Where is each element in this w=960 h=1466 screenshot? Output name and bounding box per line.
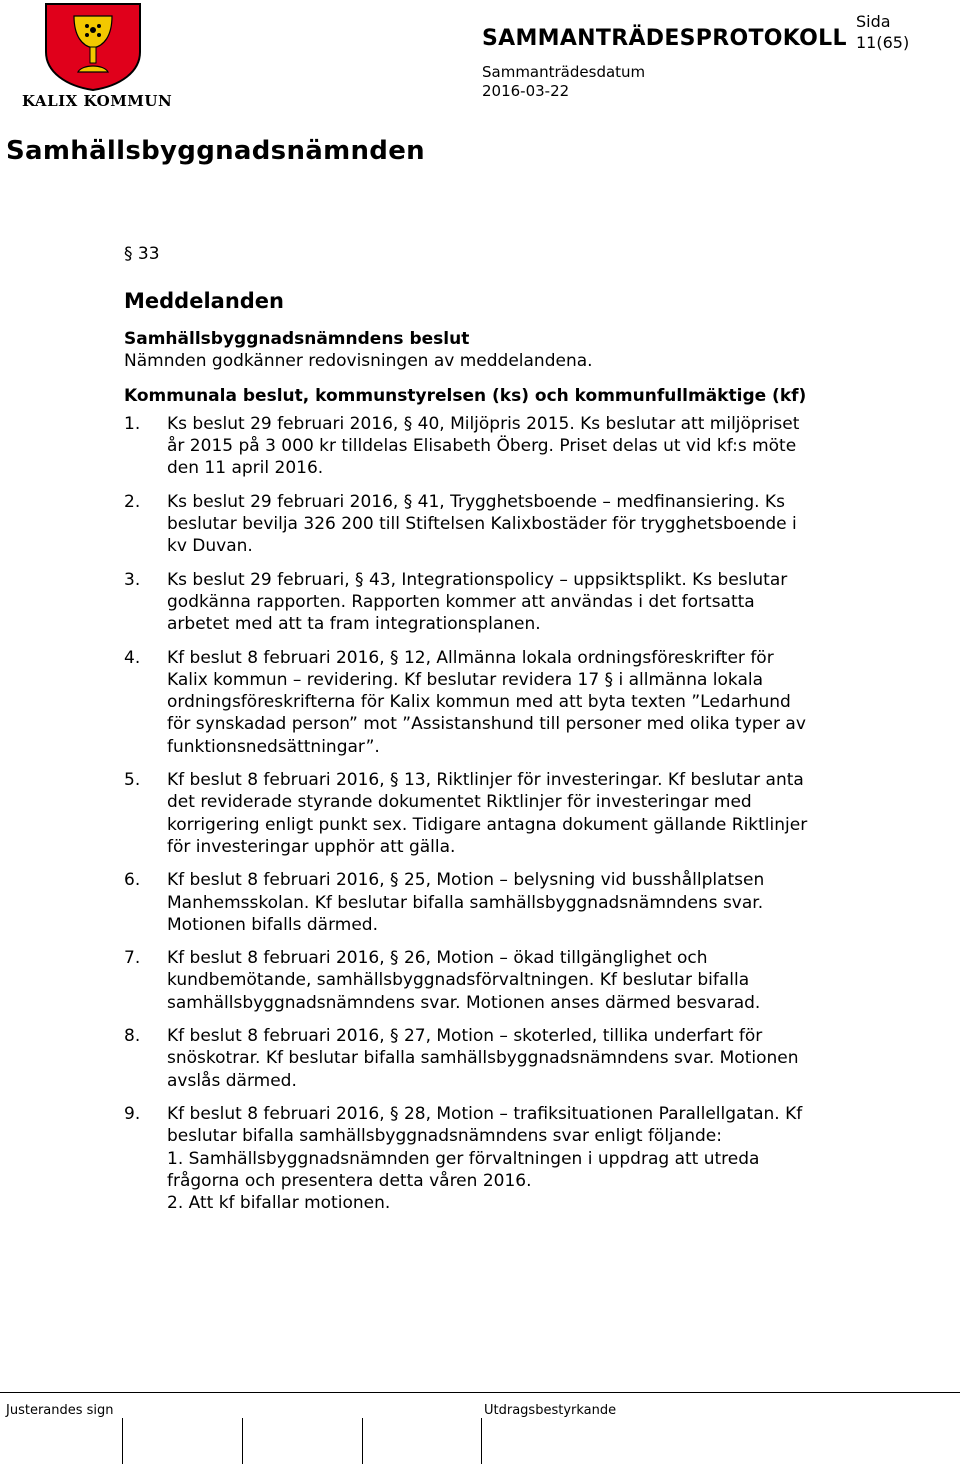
meeting-date-label: Sammanträdesdatum [482, 63, 646, 81]
kalix-kommun-logo [10, 0, 173, 112]
list-item-subpoint: 2. Att kf bifallar motionen. [167, 1193, 391, 1214]
list-item-number: 4. [124, 647, 141, 668]
list-item-text: Kf beslut 8 februari 2016, § 25, Motion – belysning vid busshållplatsen Manhemsskolan. Kf beslutar bifalla samhällsbyggnadsnämndens svar. Motionen bifalls därmed. [167, 870, 765, 935]
coat-of-arms-icon [40, 2, 150, 92]
list-item [124, 413, 814, 480]
page-number: 11(65) [856, 33, 910, 52]
decision-heading: Samhällsbyggnadsnämndens beslut [124, 329, 470, 349]
list-item-number: 5. [124, 770, 141, 791]
footer-divider [0, 1392, 960, 1393]
list-item [124, 769, 814, 858]
list-item [124, 569, 814, 636]
list-item-number: 1. [124, 413, 141, 434]
list-item-number: 2. [124, 491, 141, 512]
list-item [124, 1103, 814, 1214]
list-item-text: Ks beslut 29 februari 2016, § 40, Miljöpris 2015. Ks beslutar att miljöpriset år 2015 på 3 000 kr tilldelas Elisabeth Öberg. Priset delas ut vid kf:s möte den 11 april 2016. [167, 413, 800, 479]
list-item-text: Kf beslut 8 februari 2016, § 26, Motion – ökad tillgänglighet och kundbemötande, samhällsbyggnadsförvaltningen. Kf beslutar bifalla samhällsbyggnadsnämndens svar. Motionen anses därmed besvarad. [167, 948, 761, 1013]
list-item-text: Kf beslut 8 februari 2016, § 12, Allmänna lokala ordningsföreskrifter för Kalix kommun – revidering. Kf beslutar revidera 17 § i allmänna lokala ordningsföreskrifterna för Kalix kommun med att byta texten ”Ledarhund för synskadad person” mot ”Assistanshund till personer med olika typer av funktionsnedsättningar”. [167, 647, 806, 757]
signature-box-divider [481, 1418, 482, 1464]
list-item-number: 6. [124, 870, 141, 891]
paragraph-number: § 33 [124, 244, 160, 264]
list-item [124, 869, 814, 936]
list-item-text: Kf beslut 8 februari 2016, § 13, Riktlinjer för investeringar. Kf beslutar anta det reviderade styrande dokumentet Riktlinjer för investeringar med korrigering enligt punkt sex. Tidigare antagna dokument gällande Riktlinjer för investeringar upphör att gälla. [167, 770, 808, 857]
document-title: SAMMANTRÄDESPROTOKOLL [482, 26, 847, 51]
section-title: Meddelanden [124, 289, 284, 313]
justerandes-sign-label: Justerandes sign [6, 1403, 114, 1418]
meeting-date: 2016-03-22 [482, 82, 570, 100]
list-item-text: Kf beslut 8 februari 2016, § 28, Motion – trafiksituationen Parallellgatan. Kf beslutar bifalla samhällsbyggnadsnämndens svar enligt följande: [167, 1103, 803, 1147]
list-item [124, 947, 814, 1014]
signature-box-divider [242, 1418, 243, 1464]
decision-list [124, 413, 814, 1215]
utdragsbestyrkande-label: Utdragsbestyrkande [484, 1403, 617, 1418]
logo-text: KALIX KOMMUN [22, 92, 173, 110]
page-label: Sida [856, 12, 891, 31]
signature-box-divider [362, 1418, 363, 1464]
list-item-number: 3. [124, 569, 141, 590]
list-item-subpoint: 1. Samhällsbyggnadsnämnden ger förvaltningen i uppdrag att utreda frågorna och presentera detta våren 2016. [167, 1148, 760, 1191]
section-body [124, 286, 814, 1225]
list-item [124, 1025, 814, 1092]
list-item-number: 9. [124, 1103, 141, 1124]
signature-box-divider [122, 1418, 123, 1464]
organization-name: Samhällsbyggnadsnämnden [6, 136, 425, 166]
list-item-number: 8. [124, 1026, 141, 1047]
list-item-number: 7. [124, 948, 141, 969]
list-item-text: Kf beslut 8 februari 2016, § 27, Motion – skoterled, tillika underfart för snöskotrar. Kf beslutar bifalla samhällsbyggnadsnämndens svar. Motionen avslås därmed. [167, 1026, 799, 1091]
list-heading: Kommunala beslut, kommunstyrelsen (ks) och kommunfullmäktige (kf) [124, 385, 807, 406]
list-item [124, 491, 814, 558]
list-item [124, 647, 814, 758]
list-item-text: Ks beslut 29 februari 2016, § 41, Trygghetsboende – medfinansiering. Ks beslutar bevilja 326 200 till Stiftelsen Kalixbostäder för trygghetsboende i kv Duvan. [167, 491, 797, 557]
decision-text: Nämnden godkänner redovisningen av meddelandena. [124, 351, 593, 372]
list-item-text: Ks beslut 29 februari, § 43, Integrationspolicy – uppsiktsplikt. Ks beslutar godkänna rapporten. Rapporten kommer att användas i det fortsatta arbetet med att ta fram integrationsplanen. [167, 569, 788, 635]
